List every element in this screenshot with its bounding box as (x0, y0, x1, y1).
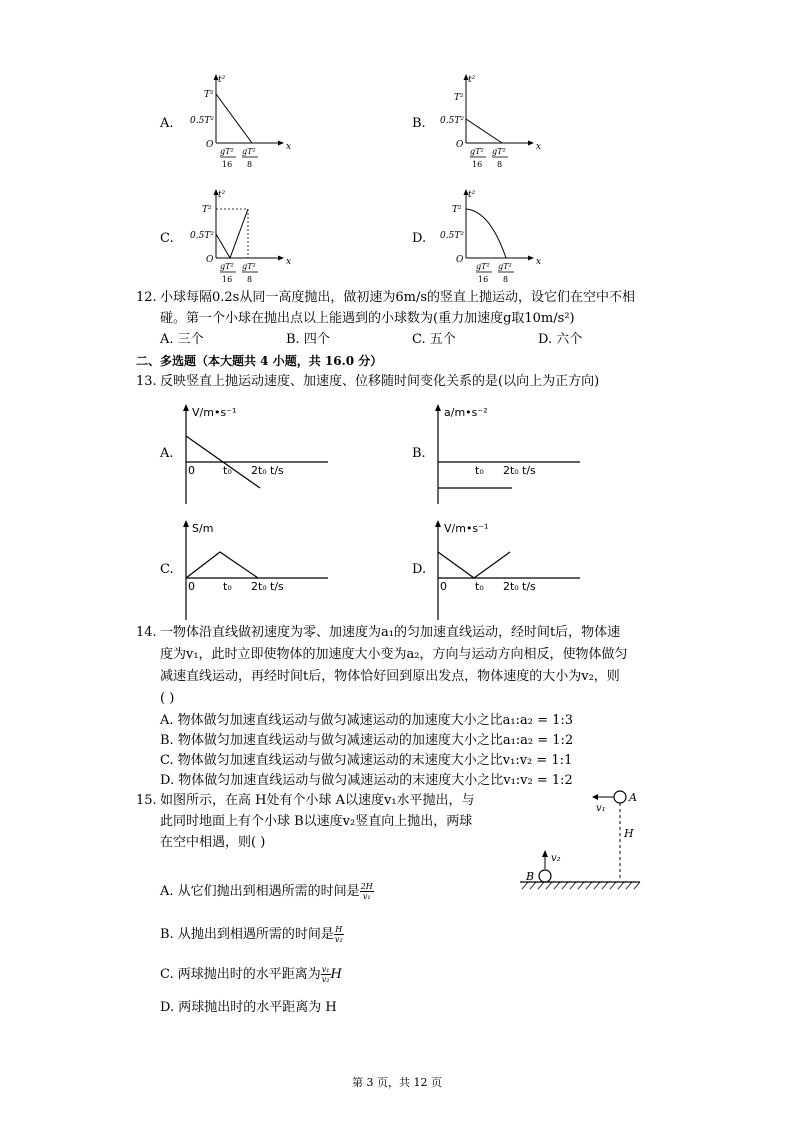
y-tick-mid: 0.5T² (190, 116, 214, 126)
q11-option-c-letter: C. (160, 231, 174, 246)
x-tick1-den: 16 (222, 160, 233, 169)
q13-option-d-letter: D. (412, 562, 427, 577)
t0-label: t₀ (223, 464, 232, 477)
q14-stem-line4: ( ) (160, 691, 175, 706)
q13-graph-c (178, 514, 378, 624)
q14-stem-line2: 度为v₁，此时立即使物体的加速度大小变为a₂，方向与运动方向相反，使物体做匀 (160, 647, 628, 662)
q11-option-b-letter: B. (412, 116, 426, 131)
x-tick1-den: 16 (472, 160, 483, 169)
q14-stem-line3: 减速直线运动，再经时间t后，物体恰好回到原出发点，物体速度的大小为v₂，则 (160, 669, 620, 684)
q15-option-a: A. 从它们抛出到相遇所需的时间是 $\frac{2H}{\text{v₁}}$ (160, 882, 373, 901)
q12-option-b: B. 四个 (286, 332, 330, 347)
x-tick2-num: gT² (242, 262, 256, 271)
x-tick1-den: 16 (222, 275, 233, 284)
q14-stem-line1: 一物体沿直线做初速度为零、加速度为a₁的匀加速直线运动，经时间t后，物体速 (160, 625, 621, 640)
t0-label: t₀ (475, 580, 484, 593)
q15-stem-line3: 在空中相遇，则( ) (160, 835, 266, 850)
page-footer: 第 3 页，共 12 页 (352, 1076, 442, 1089)
label-b: B (526, 870, 535, 883)
q15-number: 15. (136, 793, 157, 808)
q11-graph-b (440, 70, 540, 176)
q11-graph-c (190, 185, 290, 291)
origin: 0 (440, 580, 447, 593)
q13-number: 13. (136, 374, 157, 389)
origin: O (206, 255, 214, 265)
x-axis-label: x (536, 257, 542, 267)
y-label: V/m•s⁻¹ (192, 406, 237, 419)
t0-label: t₀ (223, 580, 232, 593)
q12-number: 12. (136, 290, 157, 305)
t0-label: t₀ (475, 464, 484, 477)
label-v1: v₁ (596, 803, 606, 814)
q14-option-d: D. 物体做匀加速直线运动与做匀减速运动的末速度大小之比v₁:v₂ = 1:2 (160, 773, 573, 788)
q15-option-d: D. 两球抛出时的水平距离为 H (160, 1000, 337, 1015)
q15-stem-line2: 此同时地面上有个小球 B以速度v₂竖直向上抛出，两球 (160, 814, 473, 829)
y-axis-label: t² (218, 75, 226, 85)
x-tick2-num: gT² (492, 147, 506, 156)
y-axis-label: t² (468, 75, 476, 85)
x-tick2-num: gT² (498, 262, 512, 271)
t2-label: 2t₀ (503, 580, 519, 593)
q13-stem: 反映竖直上抛运动速度、加速度、位移随时间变化关系的是(以向上为正方向) (160, 374, 600, 389)
t2-label: 2t₀ (251, 464, 267, 477)
label-v2: v₂ (551, 853, 561, 864)
q12-stem-line1: 小球每隔0.2s从同一高度抛出，做初速为6m/s的竖直上抛运动，设它们在空中不相 (160, 290, 635, 305)
y-label: V/m•s⁻¹ (444, 522, 489, 535)
y-axis-label: t² (218, 190, 226, 200)
y-label: S/m (192, 522, 214, 535)
section-title: 二、多选题（本大题共 4 小题，共 16.0 分） (136, 354, 383, 368)
q13-graph-d (430, 514, 630, 624)
x-label: t/s (522, 464, 536, 477)
x-tick2-den: 8 (497, 160, 503, 169)
origin: 0 (188, 580, 195, 593)
y-axis-label: t² (468, 190, 476, 200)
y-label: a/m•s⁻² (444, 406, 488, 419)
x-tick1-num: gT² (220, 147, 234, 156)
q14-option-a: A. 物体做匀加速直线运动与做匀减速运动的加速度大小之比a₁:a₂ = 1:3 (160, 713, 574, 728)
t2-label: 2t₀ (503, 464, 519, 477)
q13-option-c-letter: C. (160, 562, 174, 577)
origin: O (456, 255, 464, 265)
x-tick2-den: 8 (247, 275, 253, 284)
q13-option-b-letter: B. (412, 446, 426, 461)
q11-graph-a (190, 70, 290, 176)
y-tick-mid: 0.5T² (440, 231, 464, 241)
y-tick-high: T² (452, 205, 462, 215)
x-tick1-den: 16 (478, 275, 489, 284)
x-label: t/s (270, 464, 284, 477)
y-tick-high: T² (202, 205, 212, 215)
q15-figure (518, 783, 648, 898)
q14-number: 14. (136, 625, 157, 640)
q15-stem-line1: 如图所示，在高 H处有个小球 A以速度v₁水平抛出，与 (160, 793, 475, 808)
q12-stem-line2: 碰。第一个小球在抛出点以上能遇到的小球数为(重力加速度g取10m/s²) (160, 311, 575, 326)
q12-option-d: D. 六个 (538, 332, 583, 347)
origin: 0 (188, 464, 195, 477)
x-tick1-num: gT² (220, 262, 234, 271)
label-h: H (624, 827, 634, 840)
q13-option-a-letter: A. (160, 446, 174, 461)
y-tick-mid: 0.5T² (440, 116, 464, 126)
y-tick-mid: 0.5T² (190, 231, 214, 241)
q12-option-a: A. 三个 (160, 332, 204, 347)
q11-option-d-letter: D. (412, 231, 427, 246)
q15-option-b: B. 从抛出到相遇所需的时间是 $\frac{H}{\text{v₂}}$ (160, 925, 343, 944)
t2-label: 2t₀ (251, 580, 267, 593)
y-tick-high: T² (454, 93, 464, 103)
x-axis-label: x (286, 142, 292, 152)
x-label: t/s (270, 580, 284, 593)
x-tick1-num: gT² (470, 147, 484, 156)
x-axis-label: x (536, 142, 542, 152)
q12-option-c: C. 五个 (412, 332, 456, 347)
q13-graph-a (178, 398, 378, 508)
x-tick2-den: 8 (247, 160, 253, 169)
origin: O (206, 140, 214, 150)
q13-graph-b (430, 398, 630, 508)
x-tick2-den: 8 (503, 275, 509, 284)
x-label: t/s (522, 580, 536, 593)
label-a: A (629, 791, 637, 804)
q14-option-c: C. 物体做匀加速直线运动与做匀减速运动的末速度大小之比v₁:v₂ = 1:1 (160, 753, 573, 768)
x-tick1-num: gT² (476, 262, 490, 271)
q15-option-c: C. 两球抛出时的水平距离为 $\frac{\text{v₁}}{\text{v₂}}$ H (160, 965, 342, 984)
q11-option-a-letter: A. (160, 116, 174, 131)
x-axis-label: x (286, 257, 292, 267)
q14-option-b: B. 物体做匀加速直线运动与做匀减速运动的加速度大小之比a₁:a₂ = 1:2 (160, 733, 574, 748)
q11-graph-d (440, 185, 540, 291)
x-tick2-num: gT² (242, 147, 256, 156)
origin: O (456, 140, 464, 150)
y-tick-high: T² (204, 90, 214, 100)
